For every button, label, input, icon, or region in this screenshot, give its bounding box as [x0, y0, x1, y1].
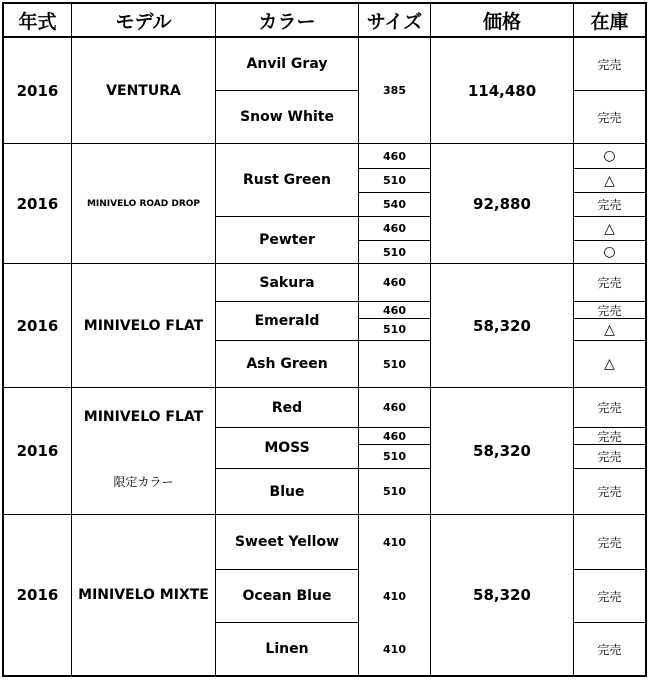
color-cell: Rust Green: [243, 172, 331, 188]
color-cell: Ash Green: [246, 356, 328, 372]
header-color: カラー: [258, 10, 316, 33]
table-border-bottom: [2, 675, 647, 677]
size-cell: 410: [383, 535, 406, 549]
color-cell: Sweet Yellow: [234, 534, 340, 550]
price-cell: 92,880: [473, 194, 531, 213]
price-cell: 58,320: [473, 442, 531, 460]
color-cell: Blue: [269, 483, 305, 500]
stock-cell: 完売: [597, 110, 622, 125]
size-cell: 510: [383, 485, 406, 498]
stock-cell: 完売: [597, 303, 622, 318]
stock-cell: 完売: [597, 535, 622, 550]
model-cell: VENTURA: [106, 82, 181, 99]
size-cell: 460: [383, 276, 406, 289]
year-cell: 2016: [16, 316, 59, 335]
color-cell: Sakura: [259, 274, 315, 291]
stock-cell: 完売: [597, 401, 622, 415]
header-model: モデル: [115, 10, 172, 33]
stock-cell: 完売: [597, 198, 622, 212]
color-cell: Ocean Blue: [242, 588, 332, 604]
price-cell: 114,480: [467, 81, 537, 100]
stock-cell: ○: [603, 244, 616, 260]
year-cell: 2016: [16, 586, 59, 604]
model-cell: MINIVELO ROAD DROP: [86, 198, 201, 209]
size-cell: 510: [383, 450, 406, 463]
stock-cell: △: [604, 356, 615, 372]
stock-cell: 完売: [597, 276, 622, 290]
header-stock: 在庫: [590, 10, 629, 33]
size-cell: 510: [383, 357, 406, 371]
stock-cell: 完売: [597, 589, 622, 604]
price-cell: 58,320: [473, 586, 531, 604]
color-cell: Anvil Gray: [246, 56, 328, 72]
color-cell: Pewter: [259, 232, 315, 248]
size-cell: 510: [383, 323, 406, 336]
size-cell: 510: [383, 174, 406, 187]
stock-cell: 完売: [597, 57, 622, 72]
stock-cell: △: [604, 220, 615, 237]
stock-cell: 完売: [597, 450, 622, 464]
color-cell: MOSS: [264, 440, 310, 456]
year-cell: 2016: [16, 442, 59, 460]
header-size: サイズ: [366, 10, 423, 33]
price-cell: 58,320: [473, 316, 531, 335]
model-cell: MINIVELO FLAT: [83, 317, 204, 334]
color-cell: Emerald: [254, 313, 320, 329]
header-year: 年式: [18, 10, 57, 33]
stock-cell: ○: [603, 148, 616, 164]
color-cell: Red: [271, 399, 303, 416]
color-cell: Snow White: [240, 109, 334, 125]
size-cell: 410: [383, 589, 406, 603]
color-cell: Linen: [265, 641, 309, 657]
stock-cell: 完売: [597, 429, 622, 444]
size-cell: 410: [383, 642, 406, 656]
size-cell: 510: [383, 245, 406, 259]
size-cell: 385: [383, 84, 406, 97]
stock-cell: △: [604, 172, 615, 189]
header-price: 価格: [482, 10, 521, 33]
year-cell: 2016: [16, 194, 59, 213]
year-cell: 2016: [16, 81, 59, 100]
model-cell: MINIVELO FLAT: [83, 409, 204, 425]
size-cell: 460: [383, 149, 406, 163]
stock-cell: 完売: [597, 485, 622, 499]
size-cell: 460: [383, 222, 406, 235]
size-cell: 460: [383, 303, 406, 317]
stock-cell: △: [604, 321, 615, 338]
stock-cell: 完売: [597, 642, 622, 657]
size-cell: 460: [383, 429, 406, 443]
size-cell: 540: [383, 198, 406, 211]
model-cell: MINIVELO MIXTE: [78, 587, 209, 603]
model-note: 限定カラー: [113, 474, 174, 489]
size-cell: 460: [383, 401, 406, 414]
